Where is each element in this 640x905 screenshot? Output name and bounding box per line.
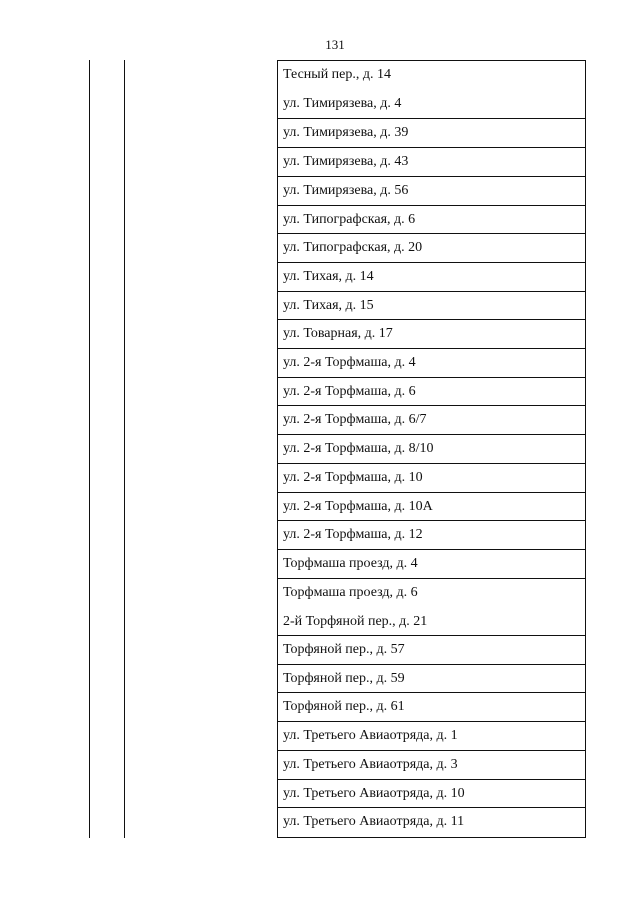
table-row — [278, 721, 585, 750]
address-text: ул. 2-я Торфмаша, д. 10А — [283, 498, 433, 514]
table-row — [278, 492, 585, 521]
table-row — [278, 348, 585, 377]
address-text: ул. Третьего Авиаотряда, д. 3 — [283, 756, 458, 772]
table-row — [278, 176, 585, 205]
address-text: Торфмаша проезд, д. 4 — [283, 555, 418, 571]
table-row — [278, 664, 585, 693]
table-row — [278, 520, 585, 549]
address-text: ул. Тимирязева, д. 43 — [283, 154, 409, 170]
table-row — [278, 434, 585, 463]
column-divider-left — [89, 60, 90, 838]
table-row — [278, 549, 585, 578]
address-text: ул. Тимирязева, д. 4 — [283, 96, 402, 111]
address-text: Торфяной пер., д. 57 — [283, 642, 405, 657]
address-text: Торфмаша проезд, д. 6 — [283, 584, 418, 600]
address-text: ул. Типографская, д. 20 — [283, 240, 423, 256]
address-text: ул. Тихая, д. 15 — [283, 297, 374, 313]
column-divider-middle — [124, 60, 125, 838]
address-text: Торфяной пер., д. 61 — [283, 699, 405, 715]
table-row — [278, 147, 585, 176]
address-text: ул. Тимирязева, д. 56 — [283, 182, 409, 198]
table-row — [278, 233, 585, 262]
table-row — [278, 463, 585, 492]
table-row — [278, 377, 585, 406]
table-row — [278, 692, 585, 721]
address-table — [277, 60, 586, 838]
table-row — [278, 807, 585, 836]
address-text: Торфяной пер., д. 59 — [283, 670, 405, 686]
table-row — [278, 635, 585, 664]
address-text: ул. 2-я Торфмаша, д. 6/7 — [283, 412, 427, 428]
address-text: ул. Тимирязева, д. 39 — [283, 125, 409, 141]
page-number: 131 — [325, 37, 345, 52]
table-row — [278, 750, 585, 779]
address-text: ул. Типографская, д. 6 — [283, 211, 416, 227]
address-text: ул. Третьего Авиаотряда, д. 1 — [283, 728, 458, 744]
table-row — [278, 405, 585, 434]
table-row — [278, 205, 585, 234]
address-text: ул. 2-я Торфмаша, д. 12 — [283, 527, 423, 543]
table-row — [278, 118, 585, 147]
address-text: 2-й Торфяной пер., д. 21 — [283, 613, 428, 629]
table-row — [278, 291, 585, 320]
table-row — [278, 61, 585, 118]
table-row — [278, 578, 585, 635]
address-text: ул. Товарная, д. 17 — [283, 326, 393, 342]
address-text: ул. 2-я Торфмаша, д. 6 — [283, 383, 416, 399]
address-text: ул. Тихая, д. 14 — [283, 268, 374, 284]
address-text: ул. Третьего Авиаотряда, д. 11 — [283, 814, 465, 830]
address-text: ул. 2-я Торфмаша, д. 8/10 — [283, 441, 434, 457]
address-text: ул. 2-я Торфмаша, д. 10 — [283, 469, 423, 485]
address-text: ул. 2-я Торфмаша, д. 4 — [283, 355, 416, 370]
table-row — [278, 262, 585, 291]
address-text: Тесный пер., д. 14 — [283, 67, 392, 82]
address-text: ул. Третьего Авиаотряда, д. 10 — [283, 785, 465, 801]
table-row — [278, 779, 585, 808]
table-row — [278, 319, 585, 348]
